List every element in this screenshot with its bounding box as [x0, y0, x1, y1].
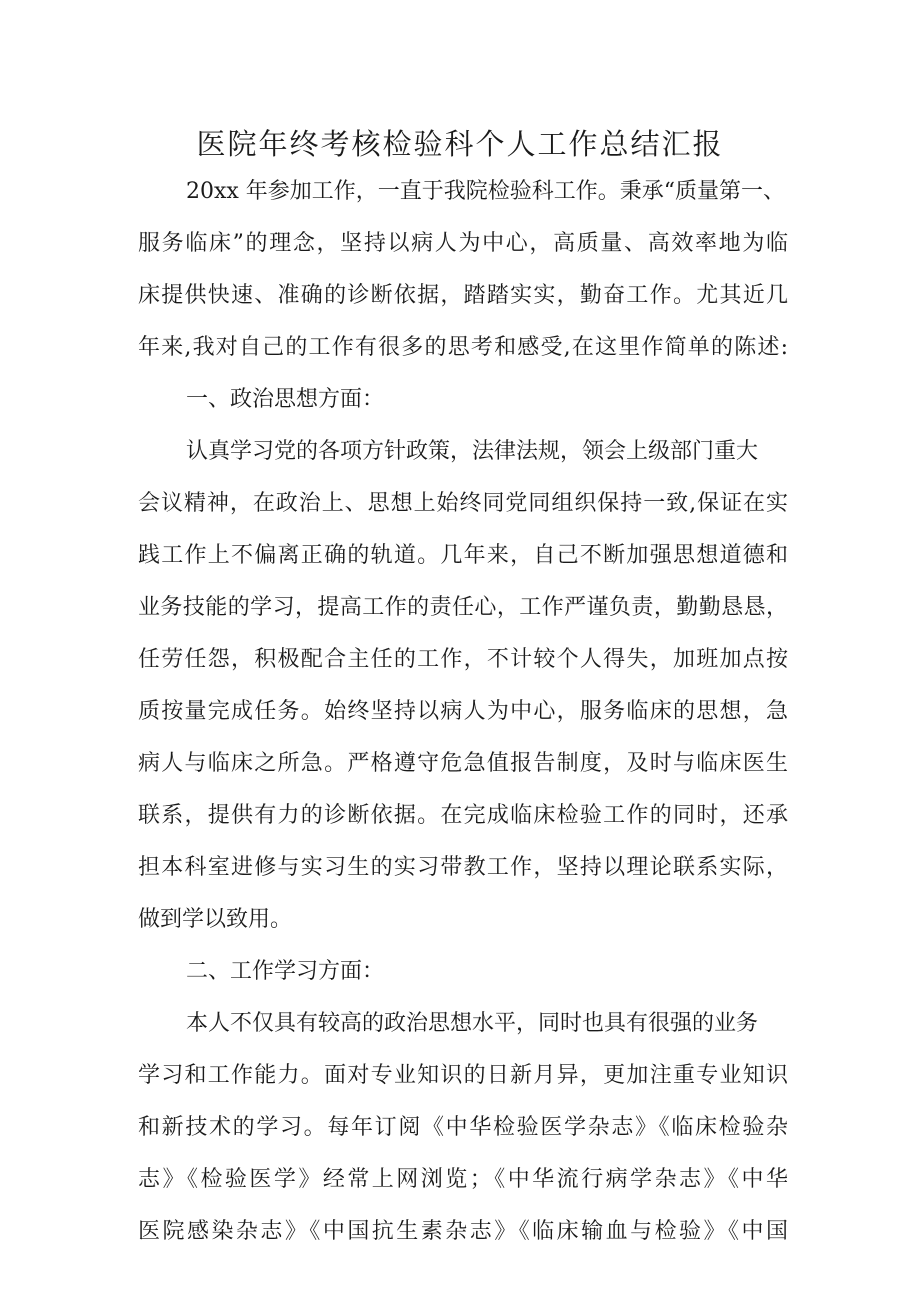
paragraph-line: 20xx 年参加工作，一直于我院检验科工作。秉承“质量第一、 — [186, 179, 786, 204]
paragraph-line: 担本科室进修与实习生的实习带教工作，坚持以理论联系实际， — [138, 855, 788, 880]
paragraph-line: 会议精神，在政治上、思想上始终同党同组织保持一致,保证在实 — [138, 491, 788, 516]
paragraph-line: 践工作上不偏离正确的轨道。几年来，自己不断加强思想道德和 — [138, 543, 788, 568]
section-heading: 一、政治思想方面： — [186, 387, 385, 412]
paragraph-line: 床提供快速、准确的诊断依据，踏踏实实，勤奋工作。尤其近几 — [138, 283, 788, 308]
paragraph-line: 质按量完成任务。始终坚持以病人为中心，服务临床的思想，急 — [138, 699, 788, 724]
paragraph-line: 认真学习党的各项方针政策，法律法规，领会上级部门重大 — [186, 439, 759, 464]
paragraph-line: 本人不仅具有较高的政治思想水平，同时也具有很强的业务 — [186, 1011, 759, 1036]
section-heading: 二、工作学习方面： — [186, 959, 385, 984]
document-title: 医院年终考核检验科个人工作总结汇报 — [196, 127, 724, 161]
paragraph-line: 联系，提供有力的诊断依据。在完成临床检验工作的同时，还承 — [138, 803, 788, 828]
paragraph-line: 和新技术的学习。每年订阅《中华检验医学杂志》《临床检验杂 — [138, 1115, 788, 1140]
paragraph-line: 医院感染杂志》《中国抗生素杂志》《临床输血与检验》《中国 — [138, 1219, 788, 1244]
paragraph-line: 志》《检验医学》经常上网浏览；《中华流行病学杂志》《中华 — [138, 1167, 788, 1192]
paragraph-line: 学习和工作能力。面对专业知识的日新月异，更加注重专业知识 — [138, 1063, 788, 1088]
paragraph-line: 服务临床”的理念，坚持以病人为中心，高质量、高效率地为临 — [138, 231, 788, 256]
paragraph-line: 业务技能的学习，提高工作的责任心，工作严谨负责，勤勤恳恳， — [138, 595, 788, 620]
paragraph-line: 任劳任怨，积极配合主任的工作，不计较个人得失，加班加点按 — [138, 647, 788, 672]
paragraph-line: 做到学以致用。 — [138, 907, 293, 932]
paragraph-line: 病人与临床之所急。严格遵守危急值报告制度，及时与临床医生 — [138, 751, 788, 776]
paragraph-line: 年来,我对自己的工作有很多的思考和感受,在这里作简单的陈述: — [138, 335, 788, 360]
